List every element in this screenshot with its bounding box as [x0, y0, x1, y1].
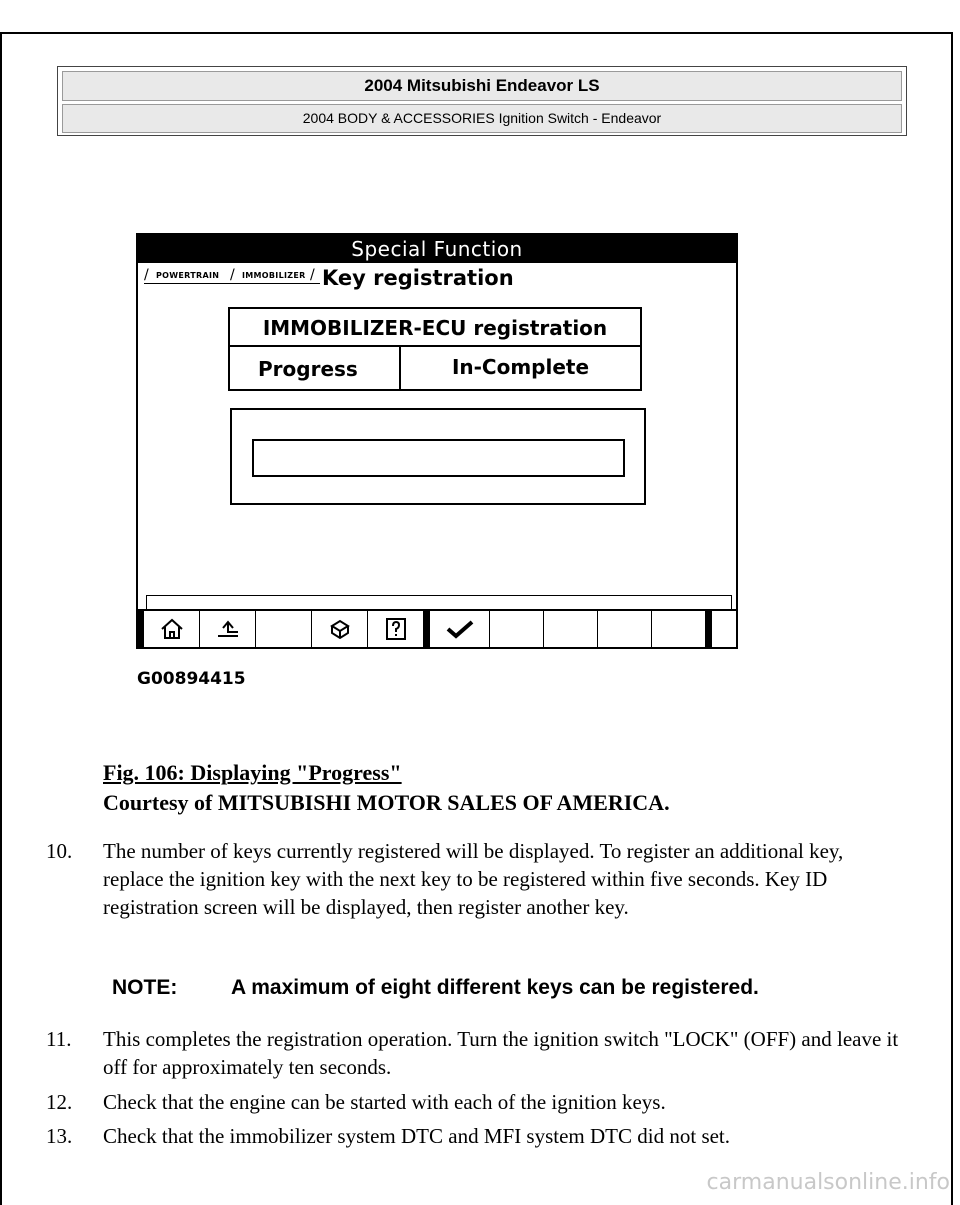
toolbar-blank-button[interactable]: [652, 611, 706, 647]
toolbar-blank-button[interactable]: [544, 611, 598, 647]
document-title: 2004 Mitsubishi Endeavor LS: [62, 71, 902, 101]
breadcrumb-item-powertrain: POWERTRAIN: [156, 271, 220, 280]
step-text: Check that the immobilizer system DTC and MFI system DTC did not set.: [103, 1124, 731, 1148]
breadcrumb-separator: /: [230, 267, 235, 283]
back-icon[interactable]: [200, 611, 256, 647]
scan-tool-screen-figure: [136, 233, 738, 649]
page-border-top: [0, 32, 953, 34]
page-border-right: [951, 32, 953, 1205]
page-border-left: [0, 32, 2, 1205]
note-label: NOTE:: [112, 976, 178, 999]
registration-title: IMMOBILIZER-ECU registration: [230, 309, 640, 347]
toolbar-blank-button[interactable]: [490, 611, 544, 647]
toolbar-edge: [706, 611, 712, 647]
print-icon[interactable]: [312, 611, 368, 647]
step-number: 12.: [46, 1090, 73, 1114]
progress-label: Progress: [230, 347, 401, 391]
step-text: The number of keys currently registered will be displayed. To register an additional key, replace the ignition key with the next key to be registered within five seconds. Key ID registration screen will be displayed, then register another key.: [103, 839, 844, 919]
breadcrumb-underline: [144, 283, 320, 284]
home-icon[interactable]: [144, 611, 200, 647]
function-key-toolbar: [138, 609, 736, 647]
toolbar-blank-button[interactable]: [256, 611, 312, 647]
figure-caption-courtesy: Courtesy of MITSUBISHI MOTOR SALES OF AMERICA.: [103, 790, 670, 815]
step-number: 13.: [46, 1124, 73, 1148]
message-panel: [230, 408, 646, 505]
status-line: [146, 595, 732, 609]
figure-code: G00894415: [137, 669, 246, 689]
check-icon[interactable]: [430, 611, 490, 647]
screen-heading: Key registration: [322, 266, 514, 290]
document-header: [57, 66, 907, 136]
help-icon[interactable]: [368, 611, 424, 647]
screen-title: Special Function: [138, 235, 736, 263]
document-subtitle: 2004 BODY & ACCESSORIES Ignition Switch - Endeavor: [62, 104, 902, 133]
toolbar-blank-button[interactable]: [598, 611, 652, 647]
breadcrumb-separator: /: [144, 267, 149, 283]
registration-status-table: [228, 307, 642, 391]
watermark: carmanualsonline.info: [706, 1170, 950, 1195]
step-number: 11.: [46, 1027, 72, 1051]
note-text: A maximum of eight different keys can be registered.: [231, 976, 759, 999]
step-text: Check that the engine can be started with each of the ignition keys.: [103, 1090, 666, 1114]
breadcrumb-separator: /: [310, 267, 315, 283]
step-number: 10.: [46, 839, 73, 863]
breadcrumb-item-immobilizer: IMMOBILIZER: [242, 271, 306, 280]
progress-value: In-Complete: [451, 355, 590, 379]
step-text: This completes the registration operation. Turn the ignition switch "LOCK" (OFF) and leave it off for approximately ten seconds.: [103, 1027, 899, 1079]
figure-caption-title[interactable]: Fig. 106: Displaying "Progress": [103, 760, 402, 785]
figure-caption: [103, 758, 670, 818]
message-field: [252, 439, 625, 477]
